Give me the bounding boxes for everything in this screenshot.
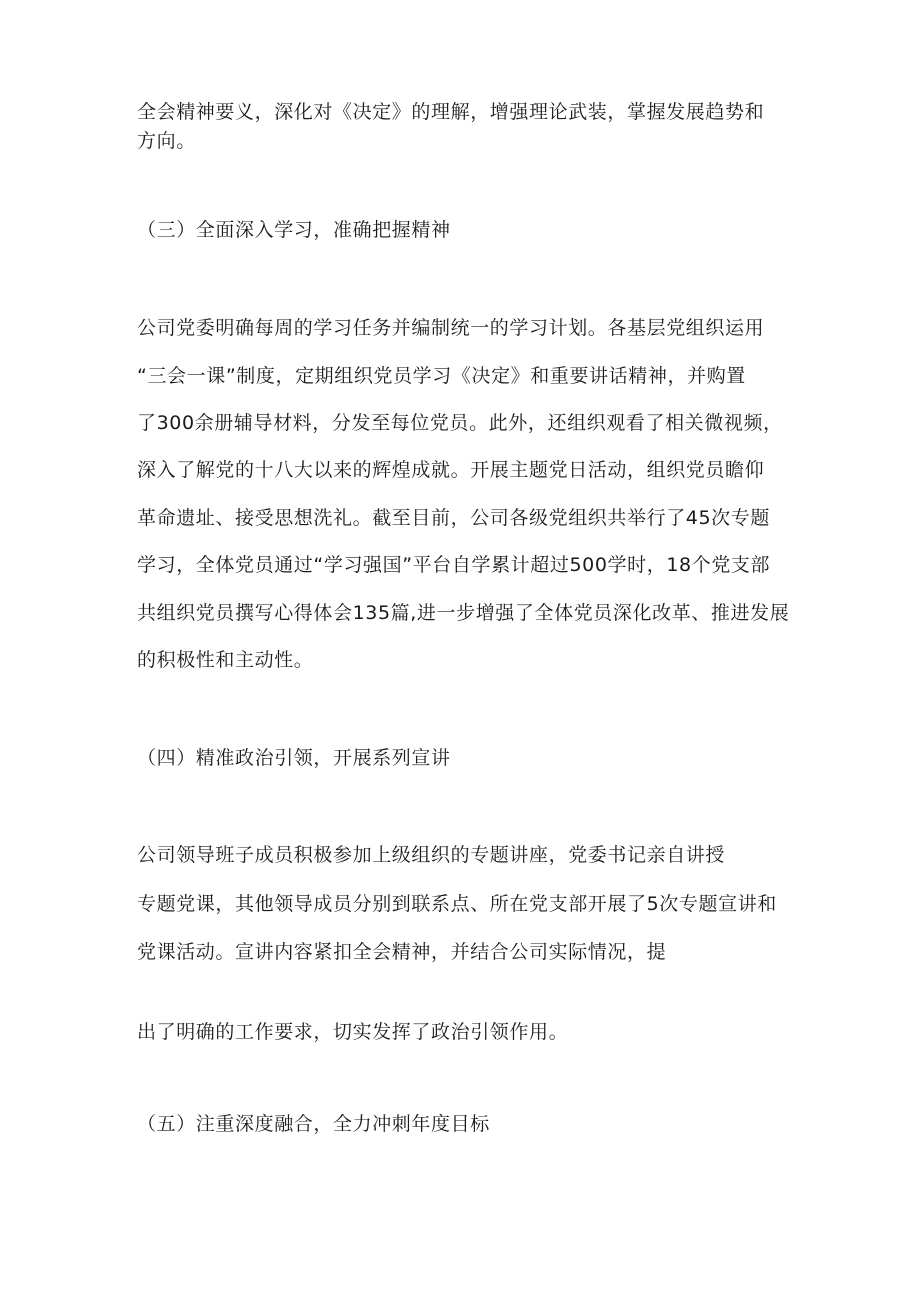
- intro-line-1: 全会精神要义，深化对《决定》的理解，增强理论武装，掌握发展趋势和: [137, 101, 765, 123]
- section-4-line-2: 专题党课，其他领导成员分别到联系点、所在党支部开展了5次专题宣讲和: [137, 893, 777, 915]
- intro-line-2: 方向。: [137, 130, 196, 152]
- section-3-line-7: 共组织党员撰写心得体会135篇,进一步增强了全体党员深化改革、推进发展: [137, 602, 790, 624]
- section-4-line-1: 公司领导班子成员积极参加上级组织的专题讲座，党委书记亲自讲授: [137, 844, 726, 866]
- section-3-line-6: 学习，全体党员通过“学习强国”平台自学累计超过500学时，18个党支部: [137, 554, 771, 576]
- section-4-line-3: 党课活动。宣讲内容紧扣全会精神，并结合公司实际情况，提: [137, 941, 667, 963]
- section-4-line-4: 出了明确的工作要求，切实发挥了政治引领作用。: [137, 1021, 569, 1043]
- section-3-line-2: “三会一课”制度，定期组织党员学习《决定》和重要讲话精神，并购置: [137, 365, 746, 387]
- section-4-heading: （四）精准政治引领，开展系列宣讲: [137, 747, 451, 769]
- section-5-heading: （五）注重深度融合，全力冲刺年度目标: [137, 1113, 490, 1135]
- section-3-line-8: 的积极性和主动性。: [137, 649, 314, 671]
- section-3-heading: （三）全面深入学习，准确把握精神: [137, 219, 451, 241]
- section-3-line-4: 深入了解党的十八大以来的辉煌成就。开展主题党日活动，组织党员瞻仰: [137, 459, 765, 481]
- section-3-line-1: 公司党委明确每周的学习任务并编制统一的学习计划。各基层党组织运用: [137, 317, 765, 339]
- section-3-line-3: 了300余册辅导材料，分发至每位党员。此外，还组织观看了相关微视频，: [137, 412, 783, 434]
- section-3-line-5: 革命遗址、接受思想洗礼。截至目前，公司各级党组织共举行了45次专题: [137, 507, 770, 529]
